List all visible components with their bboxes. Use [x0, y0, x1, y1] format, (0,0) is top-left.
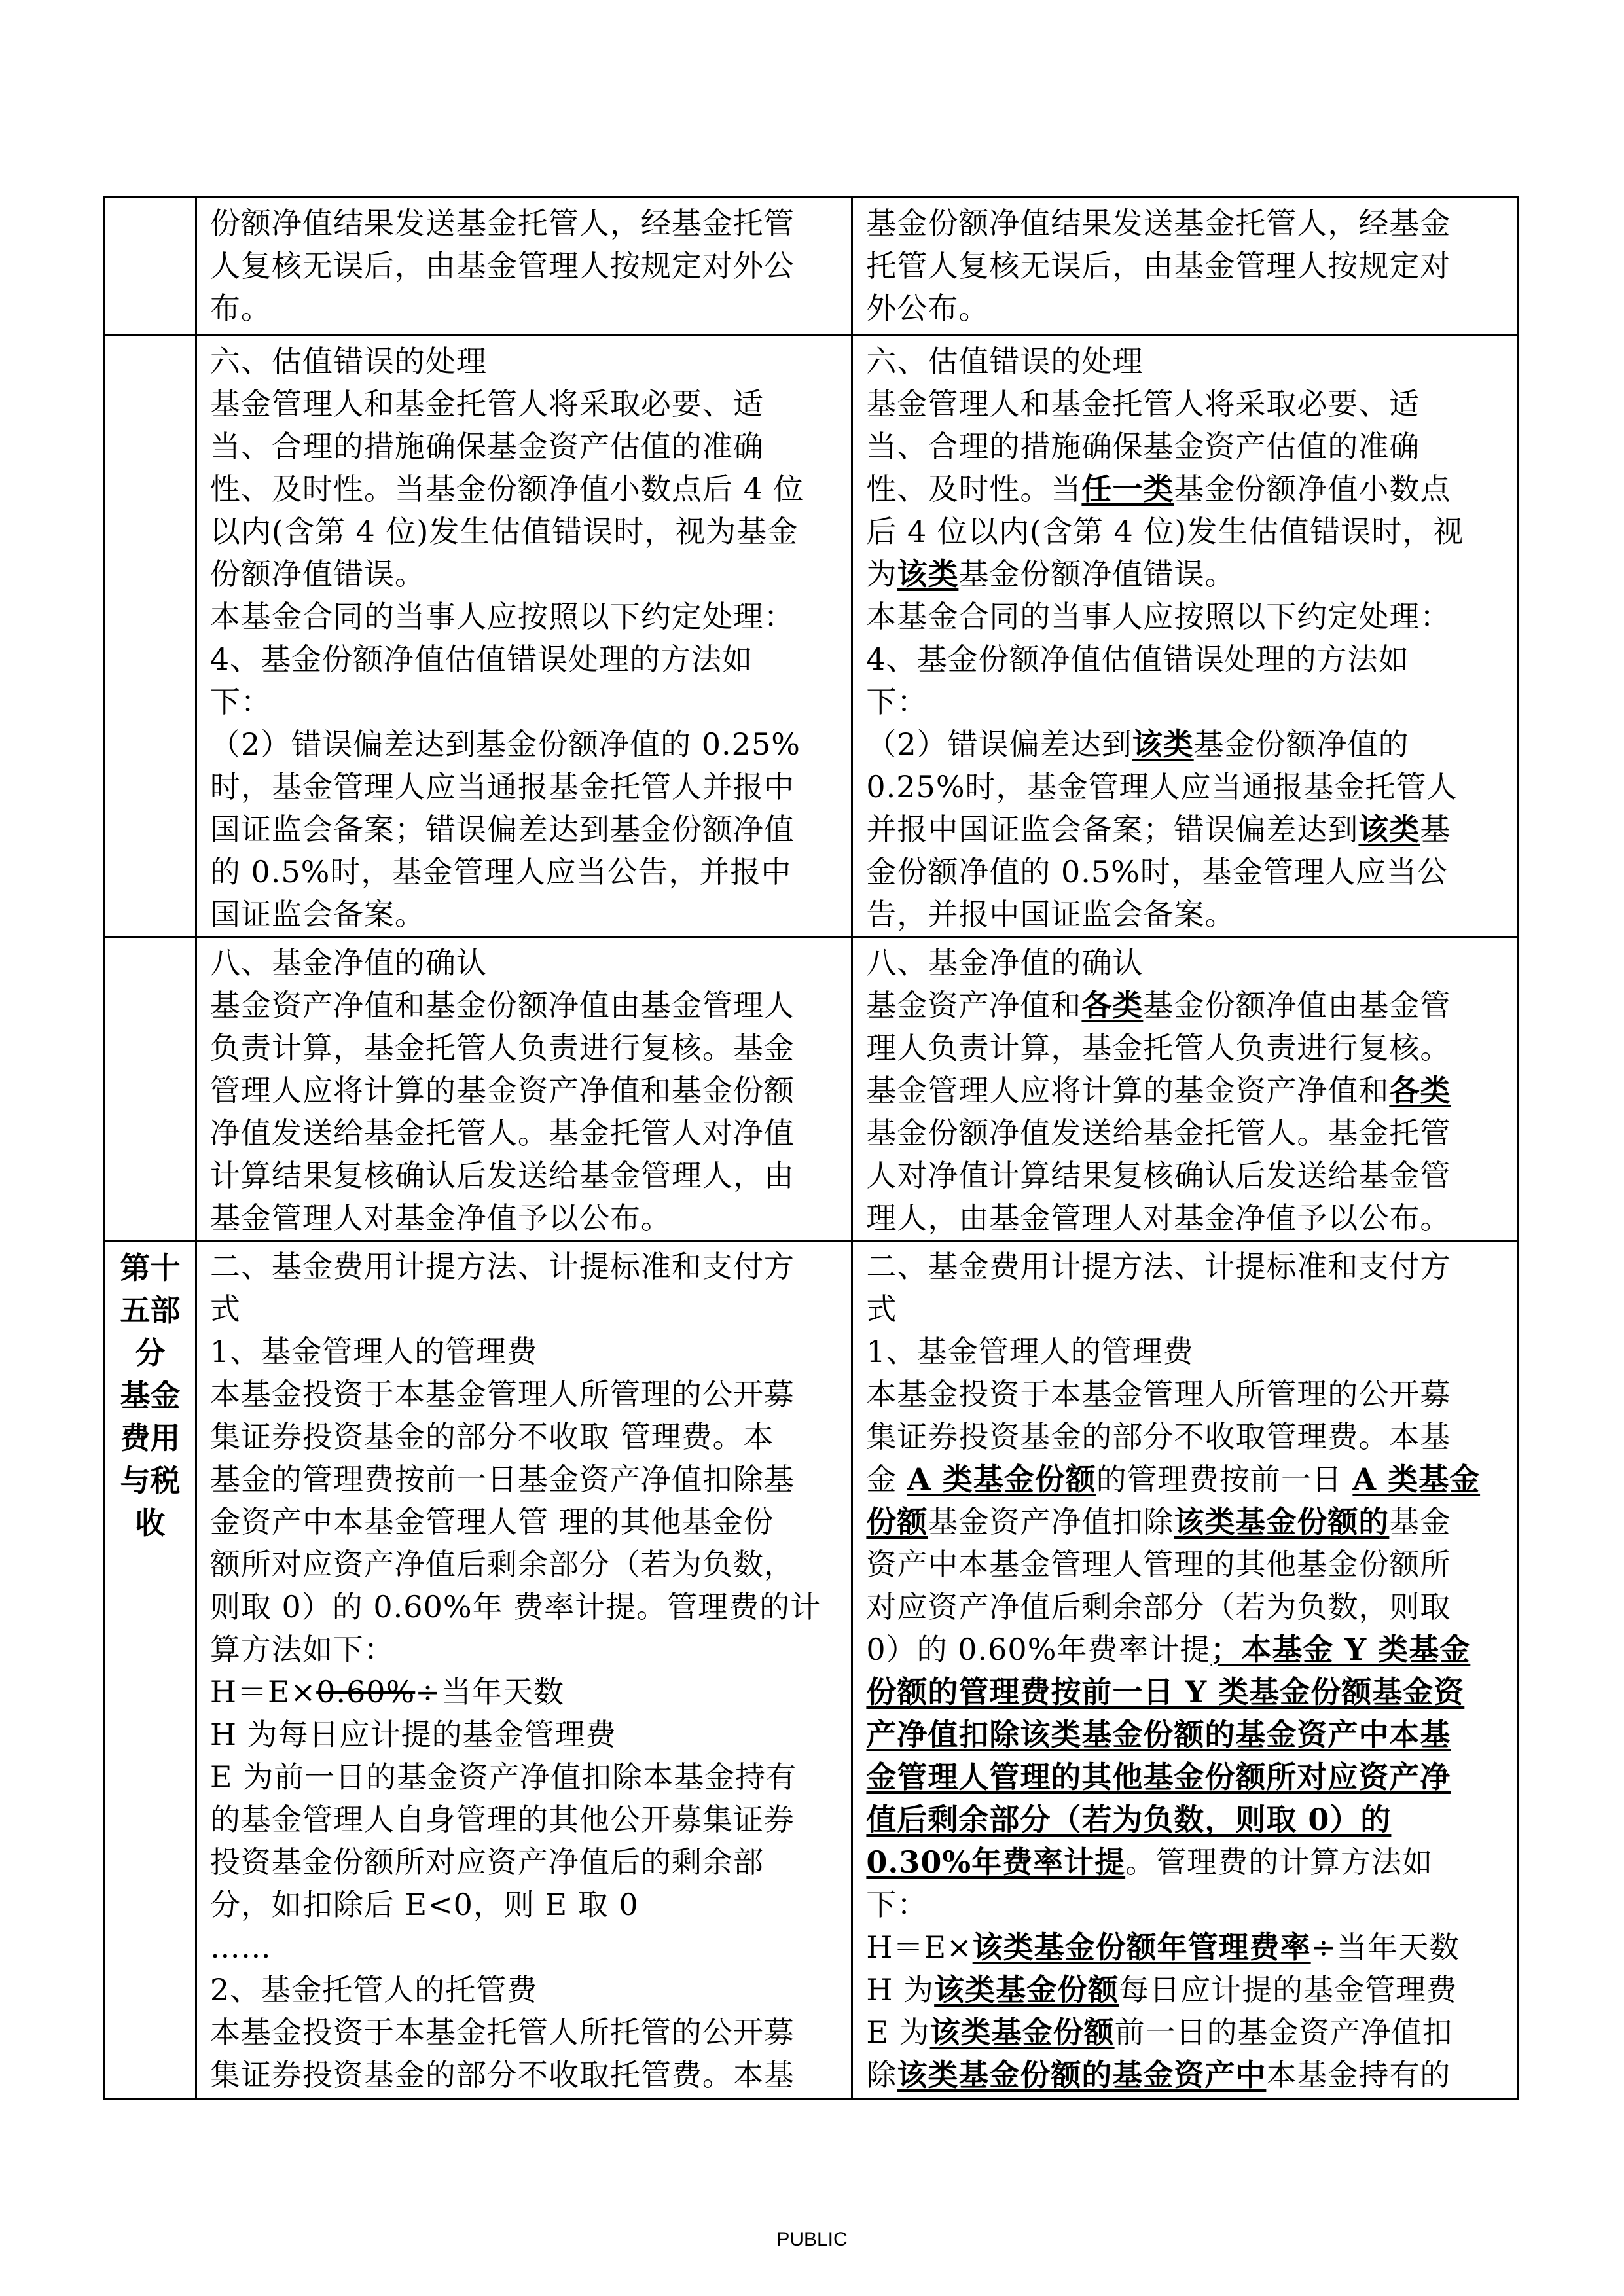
text-span: 基金资产净值和 [866, 988, 1082, 1023]
text-span: 性、及时性。当 [866, 471, 1082, 507]
text-line: 时，基金管理人应当通报基金托管人并报中 [209, 769, 795, 804]
text-span: 基金份额净值错误。 [958, 556, 1236, 592]
text-line: 4、基金份额净值估值错误处理的方法如 [209, 641, 753, 677]
inserted-text: 各类 [1389, 1073, 1451, 1108]
text-line: 式 [209, 1291, 241, 1327]
revised-text-cell [852, 1241, 1519, 2099]
section-cell [105, 198, 196, 336]
text-line: 净值发送给基金托管人。基金托管人对净值 [209, 1115, 795, 1151]
text-line: 六、估值错误的处理 [866, 344, 1144, 379]
text-line: 金份额净值的 0.5%时，基金管理人应当公 [866, 854, 1448, 889]
inserted-text: ；本基金 Y 类基金 [1210, 1632, 1471, 1667]
inserted-text: 该类基金份额 [934, 1972, 1119, 2007]
text-line: E 为前一日的基金资产净值扣除本基金持有 [209, 1759, 797, 1795]
section-cell [105, 1241, 196, 2099]
text-line: 后 4 位以内(含第 4 位)发生估值错误时，视 [866, 514, 1464, 549]
text-line: 基金管理人对基金净值予以公布。 [209, 1200, 672, 1236]
text-span: 基 [1420, 812, 1451, 847]
text-line: 额所对应资产净值后剩余部分（若为负数， [209, 1547, 795, 1582]
revised-text-cell [852, 198, 1519, 336]
text-line: 基金份额净值结果发送基金托管人，经基金 [866, 206, 1451, 241]
text-line: 本基金投资于本基金管理人所管理的公开募 [866, 1376, 1451, 1412]
text-line [866, 1756, 1504, 1799]
text-line: 集证券投资基金的部分不收取管理费。本基 [866, 1419, 1451, 1454]
text-line: 托管人复核无误后，由基金管理人按规定对 [866, 248, 1451, 283]
text-line: 式 [866, 1291, 897, 1327]
text-span: 0）的 0.60%年费率计提 [866, 1632, 1211, 1667]
section-title: 基金 [120, 1378, 181, 1413]
inserted-text: 该类 [1358, 812, 1420, 847]
text-line [866, 1799, 1504, 1841]
table-row [105, 937, 1519, 1241]
inserted-text: 份额 [866, 1504, 928, 1539]
text-span: 的管理费按前一日 [1096, 1462, 1353, 1497]
inserted-text: 0.30%年费率计提 [866, 1844, 1126, 1880]
text-line [866, 2054, 1504, 2096]
inserted-text: 该类基金份额 [929, 2015, 1115, 2050]
text-span: ÷当年天数 [415, 1674, 564, 1710]
text-span: H 为 [866, 1972, 935, 2007]
text-line: 六、估值错误的处理 [209, 344, 487, 379]
text-span: 除 [866, 2057, 897, 2092]
table-row [105, 1241, 1519, 2099]
text-line: 份额净值错误。 [209, 556, 425, 592]
text-line: 布。 [209, 291, 272, 326]
inserted-text: 任一类 [1081, 471, 1174, 507]
text-span: 。管理费的计算方法如 [1125, 1844, 1434, 1880]
text-line: 集证券投资基金的部分不收取 管理费。本 [209, 1419, 774, 1454]
text-line: 的基金管理人自身管理的其他公开募集证券 [209, 1802, 795, 1837]
text-span: 前一日的基金资产净值扣 [1114, 2015, 1453, 2050]
text-line [866, 1969, 1504, 2011]
text-line: 0.25%时，基金管理人应当通报基金托管人 [866, 769, 1458, 804]
text-line [866, 1069, 1504, 1112]
original-text-cell [196, 336, 852, 937]
text-line: 人对净值计算结果复核确认后发送给基金管 [866, 1158, 1451, 1193]
text-line: 投资基金份额所对应资产净值后的剩余部 [209, 1844, 764, 1880]
inserted-text: 各类 [1081, 988, 1144, 1023]
text-line: 集证券投资基金的部分不收取托管费。本基 [209, 2057, 795, 2092]
text-line: 算方法如下： [209, 1632, 395, 1667]
text-line [866, 1458, 1504, 1501]
original-text-cell [196, 1241, 852, 2099]
text-line: …… [209, 1929, 272, 1965]
text-line: 管理人应将计算的基金资产净值和基金份额 [209, 1073, 795, 1108]
inserted-text: 该类基金份额的基金资产中 [897, 2057, 1267, 2092]
revised-text-cell [852, 937, 1519, 1241]
text-line: 本基金合同的当事人应按照以下约定处理： [866, 599, 1451, 634]
text-line: （2）错误偏差达到基金份额净值的 0.25% [209, 726, 801, 762]
text-line: 当、合理的措施确保基金资产估值的准确 [209, 429, 764, 464]
text-line: 分，如扣除后 E<0，则 E 取 0 [209, 1887, 639, 1922]
text-line: 1、基金管理人的管理费 [209, 1334, 538, 1369]
text-span: H＝E× [866, 1929, 973, 1965]
text-line: 计算结果复核确认后发送给基金管理人，由 [209, 1158, 795, 1193]
section-cell [105, 937, 196, 1241]
text-span: 基金份额净值由基金管 [1143, 988, 1451, 1023]
inserted-text: 值后剩余部分（若为负数，则取 0）的 [866, 1802, 1392, 1837]
text-line: 以内(含第 4 位)发生估值错误时，视为基金 [209, 514, 799, 549]
text-span: 每日应计提的基金管理费 [1119, 1972, 1458, 2007]
text-line [866, 1841, 1504, 1884]
text-line [866, 553, 1504, 596]
text-span: 基金 [1389, 1504, 1451, 1539]
text-line [866, 723, 1504, 766]
text-span: 基金管理人应将计算的基金资产净值和 [866, 1073, 1390, 1108]
text-line: 基金份额净值发送给基金托管人。基金托管 [866, 1115, 1451, 1151]
text-line: 二、基金费用计提方法、计提标准和支付方 [209, 1249, 795, 1284]
text-line: 1、基金管理人的管理费 [866, 1334, 1194, 1369]
text-span: 为 [866, 556, 897, 592]
inserted-text: 该类基金份额的 [1174, 1504, 1390, 1539]
section-cell [105, 336, 196, 937]
inserted-text: 该类 [897, 556, 959, 592]
text-span: 基金份额净值的 [1193, 726, 1409, 762]
original-text-cell [196, 937, 852, 1241]
text-line: 下： [866, 1887, 928, 1922]
text-line: 份额净值结果发送基金托管人，经基金托管 [209, 206, 795, 241]
text-line: 告，并报中国证监会备案。 [866, 897, 1236, 932]
text-line: H 为每日应计提的基金管理费 [209, 1717, 617, 1752]
text-line: 下： [866, 684, 928, 719]
text-line: 八、基金净值的确认 [866, 945, 1144, 980]
text-line: 金资产中本基金管理人管 理的其他基金份 [209, 1504, 774, 1539]
inserted-text: 该类基金份额年管理费率 [972, 1929, 1311, 1965]
text-span: 基金份额净值小数点 [1174, 471, 1451, 507]
text-span: H＝E× [209, 1674, 317, 1710]
text-span: 并报中国证监会备案；错误偏差达到 [866, 812, 1359, 847]
inserted-text: 产净值扣除该类基金份额的基金资产中本基 [866, 1717, 1451, 1752]
inserted-text: 份额的管理费按前一日 Y 类基金份额基金资 [866, 1674, 1465, 1710]
revised-text-cell [852, 336, 1519, 937]
text-line: 本基金投资于本基金管理人所管理的公开募 [209, 1376, 795, 1412]
text-span: 本基金持有的 [1266, 2057, 1451, 2092]
text-line: 性、及时性。当基金份额净值小数点后 4 位 [209, 471, 804, 507]
text-line: 基金管理人和基金托管人将采取必要、适 [866, 386, 1420, 422]
section-title: 分 [135, 1335, 166, 1371]
table-row [105, 336, 1519, 937]
text-line: 的 0.5%时，基金管理人应当公告，并报中 [209, 854, 792, 889]
text-line [866, 984, 1504, 1027]
original-text-cell [196, 198, 852, 336]
text-line: 理人，由基金管理人对基金净值予以公布。 [866, 1200, 1451, 1236]
text-line: 理人负责计算，基金托管人负责进行复核。 [866, 1030, 1451, 1066]
deleted-text: 0.60% [316, 1674, 416, 1710]
section-title: 费用 [120, 1420, 181, 1456]
text-line: 国证监会备案；错误偏差达到基金份额净值 [209, 812, 795, 847]
text-line [210, 1671, 838, 1713]
text-line [866, 1713, 1504, 1756]
text-line: 资产中本基金管理人管理的其他基金份额所 [866, 1547, 1451, 1582]
text-line: 人复核无误后，由基金管理人按规定对外公 [209, 248, 795, 283]
text-span: 基金资产净值扣除 [928, 1504, 1174, 1539]
text-line: 则取 0）的 0.60%年 费率计提。管理费的计 [209, 1589, 821, 1624]
text-span: （2）错误偏差达到 [866, 726, 1132, 762]
text-line [866, 1671, 1504, 1713]
text-line: 负责计算，基金托管人负责进行复核。基金 [209, 1030, 795, 1066]
section-title: 第十 [120, 1250, 181, 1285]
text-line: 4、基金份额净值估值错误处理的方法如 [866, 641, 1409, 677]
text-line [866, 468, 1504, 511]
text-line: 基金资产净值和基金份额净值由基金管理人 [209, 988, 795, 1023]
text-span: ÷当年天数 [1310, 1929, 1460, 1965]
text-line [866, 1501, 1504, 1543]
text-line [866, 1926, 1504, 1969]
text-line: 对应资产净值后剩余部分（若为负数，则取 [866, 1589, 1451, 1624]
text-line: 基金的管理费按前一日基金资产净值扣除基 [209, 1462, 795, 1497]
section-title: 五部 [120, 1293, 181, 1328]
text-line: 外公布。 [866, 291, 990, 326]
text-span: E 为 [866, 2015, 930, 2050]
text-line: 八、基金净值的确认 [209, 945, 487, 980]
inserted-text: 该类 [1132, 726, 1194, 762]
text-line: 下： [209, 684, 272, 719]
table-row [105, 198, 1519, 336]
comparison-table [103, 196, 1519, 2100]
text-line: 本基金投资于本基金托管人所托管的公开募 [209, 2015, 795, 2050]
inserted-text: A 类基金份额 [907, 1462, 1096, 1497]
text-line: 二、基金费用计提方法、计提标准和支付方 [866, 1249, 1451, 1284]
text-line [866, 1628, 1504, 1671]
text-span: 金 [866, 1462, 908, 1497]
inserted-text: A 类基金 [1352, 1462, 1481, 1497]
text-line: 基金管理人和基金托管人将采取必要、适 [209, 386, 764, 422]
section-title: 与税 [120, 1463, 181, 1498]
text-line: 本基金合同的当事人应按照以下约定处理： [209, 599, 795, 634]
text-line [866, 808, 1504, 851]
text-line [866, 2011, 1504, 2054]
text-line: 2、基金托管人的托管费 [209, 1972, 538, 2007]
text-line: 当、合理的措施确保基金资产估值的准确 [866, 429, 1420, 464]
section-title: 收 [135, 1505, 166, 1541]
inserted-text: 金管理人管理的其他基金份额所对应资产净 [866, 1759, 1451, 1795]
text-line: 国证监会备案。 [209, 897, 425, 932]
page-footer-label: PUBLIC [776, 2229, 848, 2250]
